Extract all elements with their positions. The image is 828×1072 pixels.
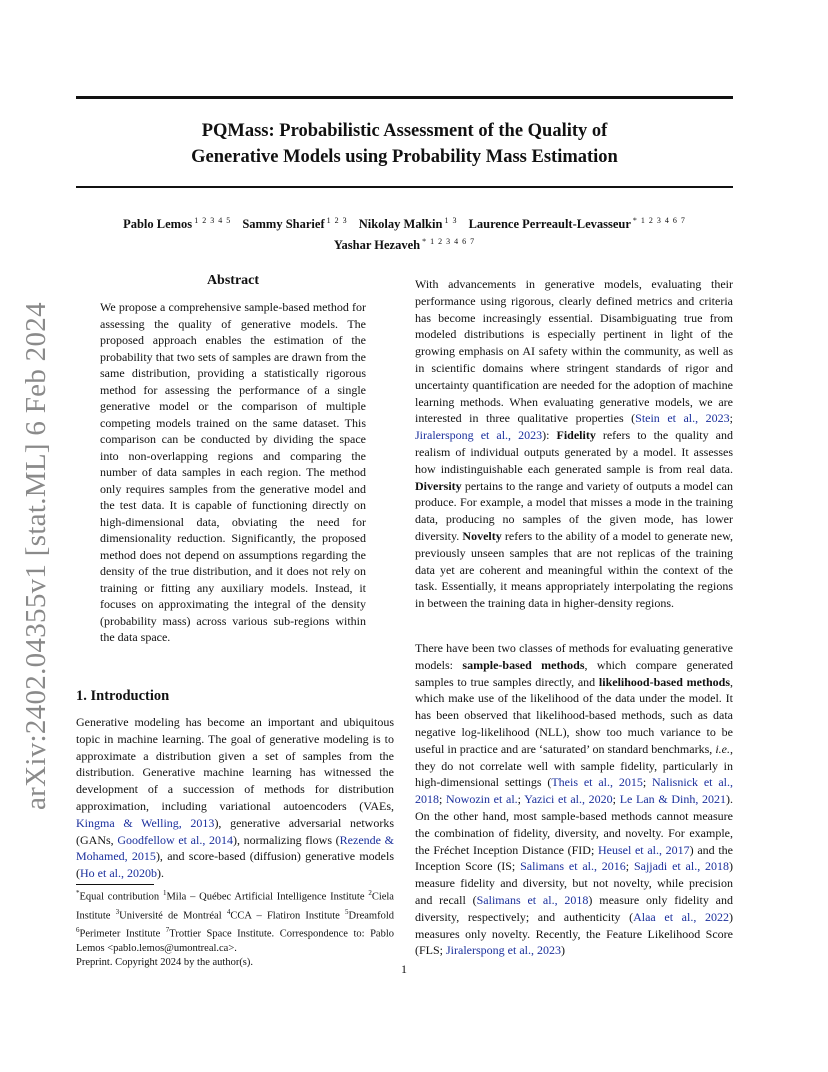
citation-link[interactable]: Stein et al., 2023 <box>635 411 730 426</box>
text-run: There have been two classes of methods for evaluating generative models: <box>415 641 733 672</box>
bold-term: Diversity <box>415 478 462 493</box>
abstract-text: We propose a comprehensive sample-based method for assessing the quality of generative models. The proposed approach enables the estimation of the probability that two sets of samples are drawn from the same distribution, providing a statistically rigorous method for assessing the performance of a single generative model or the comparison of multiple competing models trained on the same dataset. This comparison can be conducted by dividing the space into non-overlapping regions and comparing the number of data samples in each region. The method only requires samples from the generative model and the test data. It is capable of functioning directly on high-dimensional data, obviating the need for dimensionality reduction. Significantly, the proposed method does not depend on assumptions regarding the density of the true distribution, and it does not rely on training or fitting any auxiliary models. Instead, it focuses on approximating the integral of the density (probability mass) across various sub-regions within the data space. <box>100 300 366 644</box>
footnote-text: Perimeter Institute <box>79 928 166 940</box>
text-run: ; <box>517 792 525 807</box>
text-run: ), and score-based (diffusion) generative models ( <box>76 849 395 881</box>
text-run: ; <box>625 859 634 874</box>
author <box>123 217 231 231</box>
text-run: ) measure only fidelity and diversity, respectively; and authenticity ( <box>415 892 734 924</box>
author-affiliation: 1 2 3 4 5 <box>194 216 232 225</box>
abstract-heading: Abstract <box>206 273 260 288</box>
author-line-2 <box>76 233 733 254</box>
citation-link[interactable]: Nowozin et al. <box>446 792 518 807</box>
title-top-rule <box>76 96 733 99</box>
footnote-rule <box>76 884 154 885</box>
text-run: ), generative adversarial networks (GANs, <box>76 815 394 847</box>
author-name: Sammy Sharief <box>242 217 325 232</box>
text-run: , they do not correlate well with sample fidelity, particularly in high-dimensional settings ( <box>415 741 733 790</box>
text-run: ; <box>439 792 447 807</box>
author-affiliation: * 1 2 3 4 6 7 <box>632 216 686 225</box>
bold-term: likelihood-based methods <box>598 674 730 689</box>
text-run: ). On the other hand, most sample-based methods cannot measure the combination of fidelity, diversity, and novelty. For example, the Fréchet Inception Distance (FID; <box>415 792 734 857</box>
text-run: ), normalizing flows ( <box>233 832 340 847</box>
citation-link[interactable]: Heusel et al., 2017 <box>597 842 690 857</box>
text-run: pertains to the range and variety of outputs a model can produce. For example, a model that misses a mode in the training data, producing no samples of the given mode, has lower diversity. <box>415 478 733 543</box>
body-paragraph-evaluation <box>415 276 733 612</box>
footnote-text: Mila – Québec Artificial Intelligence Institute <box>166 891 369 903</box>
title-line-1: PQMass: Probabilistic Assessment of the Quality of <box>201 121 608 141</box>
author-affiliation: * 1 2 3 4 6 7 <box>422 237 476 247</box>
author <box>359 217 458 231</box>
body-paragraph-methods <box>415 640 733 959</box>
italic-term: i.e. <box>715 741 730 756</box>
footnote-text: Université de Montréal <box>119 910 227 921</box>
page-number: 1 <box>401 962 407 976</box>
text-run: ) measure fidelity and diversity, but not novelty, while precision and recall ( <box>415 859 733 907</box>
title-line-2: Generative Models using Probability Mass Estimation <box>191 147 618 167</box>
bold-term: Fidelity <box>556 428 596 443</box>
text-run: ) and the Inception Score (IS; <box>415 842 733 874</box>
citation-link[interactable]: Sajjadi et al., 2018 <box>633 859 729 874</box>
text-run: ; <box>729 411 733 426</box>
author <box>469 217 686 231</box>
introduction-paragraph <box>76 714 394 882</box>
text-run: ). <box>157 866 164 881</box>
text-run: ) <box>561 943 565 958</box>
citation-link[interactable]: Theis et al., 2015 <box>551 775 643 790</box>
footnote-text: Ciela Institute <box>76 891 394 921</box>
author-line-1 <box>76 212 733 233</box>
citation-link[interactable]: Rezende & Mohamed, 2015 <box>76 832 394 864</box>
citation-link[interactable]: Le Lan & Dinh, 2021 <box>619 792 727 807</box>
text-run: refers to the ability of a model to generate new, previously unseen samples that are not replicas of the training data yet are coherent and meaningful within the context of the task. Essentially, it means appropriately interpolating the regions in between the training data in higher-density regions. <box>415 528 734 611</box>
author-affiliation: 1 2 3 <box>326 216 348 225</box>
author-name: Pablo Lemos <box>123 217 193 232</box>
citation-link[interactable]: Nalisnick et al., 2018 <box>415 775 733 807</box>
text-run: , which compare generated samples to true samples directly, and <box>415 657 733 689</box>
text-run: Generative modeling has become an important and ubiquitous topic in machine learning. The goal of generative modeling is to approximate a distribution given a set of samples from the distribution. Generative machine learning has witnessed the development of a succession of methods for distribution approximation, including variational autoencoders (VAEs, <box>76 715 394 813</box>
author-name: Laurence Perreault-Levasseur <box>468 217 631 232</box>
author-name: Nikolay Malkin <box>358 217 443 232</box>
text-run: ; <box>642 775 652 790</box>
footnote-text: Equal contribution <box>79 891 163 903</box>
author-affiliation: 1 3 <box>444 216 458 225</box>
citation-link[interactable]: Jiralerspong et al., 2023 <box>415 428 543 443</box>
citation-link[interactable]: Yazici et al., 2020 <box>524 792 613 807</box>
text-run: ): <box>542 428 557 443</box>
citation-link[interactable]: Kingma & Welling, 2013 <box>76 815 215 830</box>
title-bottom-rule <box>76 186 733 188</box>
copyright-notice: Preprint. Copyright 2024 by the author(s). <box>76 957 254 968</box>
author-list <box>76 212 733 254</box>
text-run: With advancements in generative models, evaluating their performance using rigorous, clearly defined metrics and criteria has become increasingly essential. Disambiguating true from modeled distributions is especially pertinent in light of the growing emphasis on AI safety within the community, as well as in scientific domains where stringent standards of rigor and uncertainty quantification are needed for the adoption of machine learning methods. When evaluating generative models, we are interested in three qualitative properties ( <box>415 277 733 426</box>
footnote-text: Trottier Space Institute. Correspondence to: Pablo Lemos <pablo.lemos@umontreal.ca>. <box>76 928 394 954</box>
author <box>334 238 475 252</box>
text-run: ; <box>612 792 620 807</box>
text-run: refers to the quality and realism of individual outputs generated by a model. It assesses how indistinguishable each generated sample is from real data. <box>415 428 733 476</box>
footnote-text: Dreamfold <box>348 910 394 921</box>
text-run: , which make use of the likelihood of the data under the model. It has been observed that likelihood-based methods, such as data negative log-likelihood (NLL), show too much variance to be useful in practice and are ‘saturated’ on standard benchmarks, <box>415 674 733 756</box>
affiliation-footnote: *Equal contribution $^1$Mila – Québec Artificial Intelligence Institute $^2$Ciela Institute $^3$Université de Montréal $^4$CCA – Flatiron Institute $^5$Dreamfold $^6$Perimeter Institute $^7$Trottier Space Institute. Correspondence to: Pablo Lemos <pablo.lemos@umontreal.ca>. <box>76 889 394 954</box>
bold-term: sample-based methods <box>462 657 585 672</box>
arxiv-identifier: arXiv:2402.04355v1 [stat.ML] 6 Feb 2024 <box>20 302 52 810</box>
author-name: Yashar Hezaveh <box>333 238 421 253</box>
author <box>242 217 347 231</box>
paper-title <box>76 118 733 170</box>
footnote-text: CCA – Flatiron Institute <box>230 910 346 921</box>
section-heading-introduction: 1. Introduction <box>76 688 170 704</box>
text-run: ) measures only novelty. Recently, the Feature Likelihood Score (FLS; <box>415 909 733 958</box>
citation-link[interactable]: Ho et al., 2020b <box>80 866 157 881</box>
citation-link[interactable]: Jiralerspong et al., 2023 <box>446 943 561 958</box>
citation-link[interactable]: Salimans et al., 2016 <box>520 859 626 874</box>
citation-link[interactable]: Goodfellow et al., 2014 <box>117 832 233 847</box>
citation-link[interactable]: Salimans et al., 2018 <box>476 892 589 907</box>
bold-term: Novelty <box>462 528 502 543</box>
citation-link[interactable]: Alaa et al., 2022 <box>633 909 729 924</box>
